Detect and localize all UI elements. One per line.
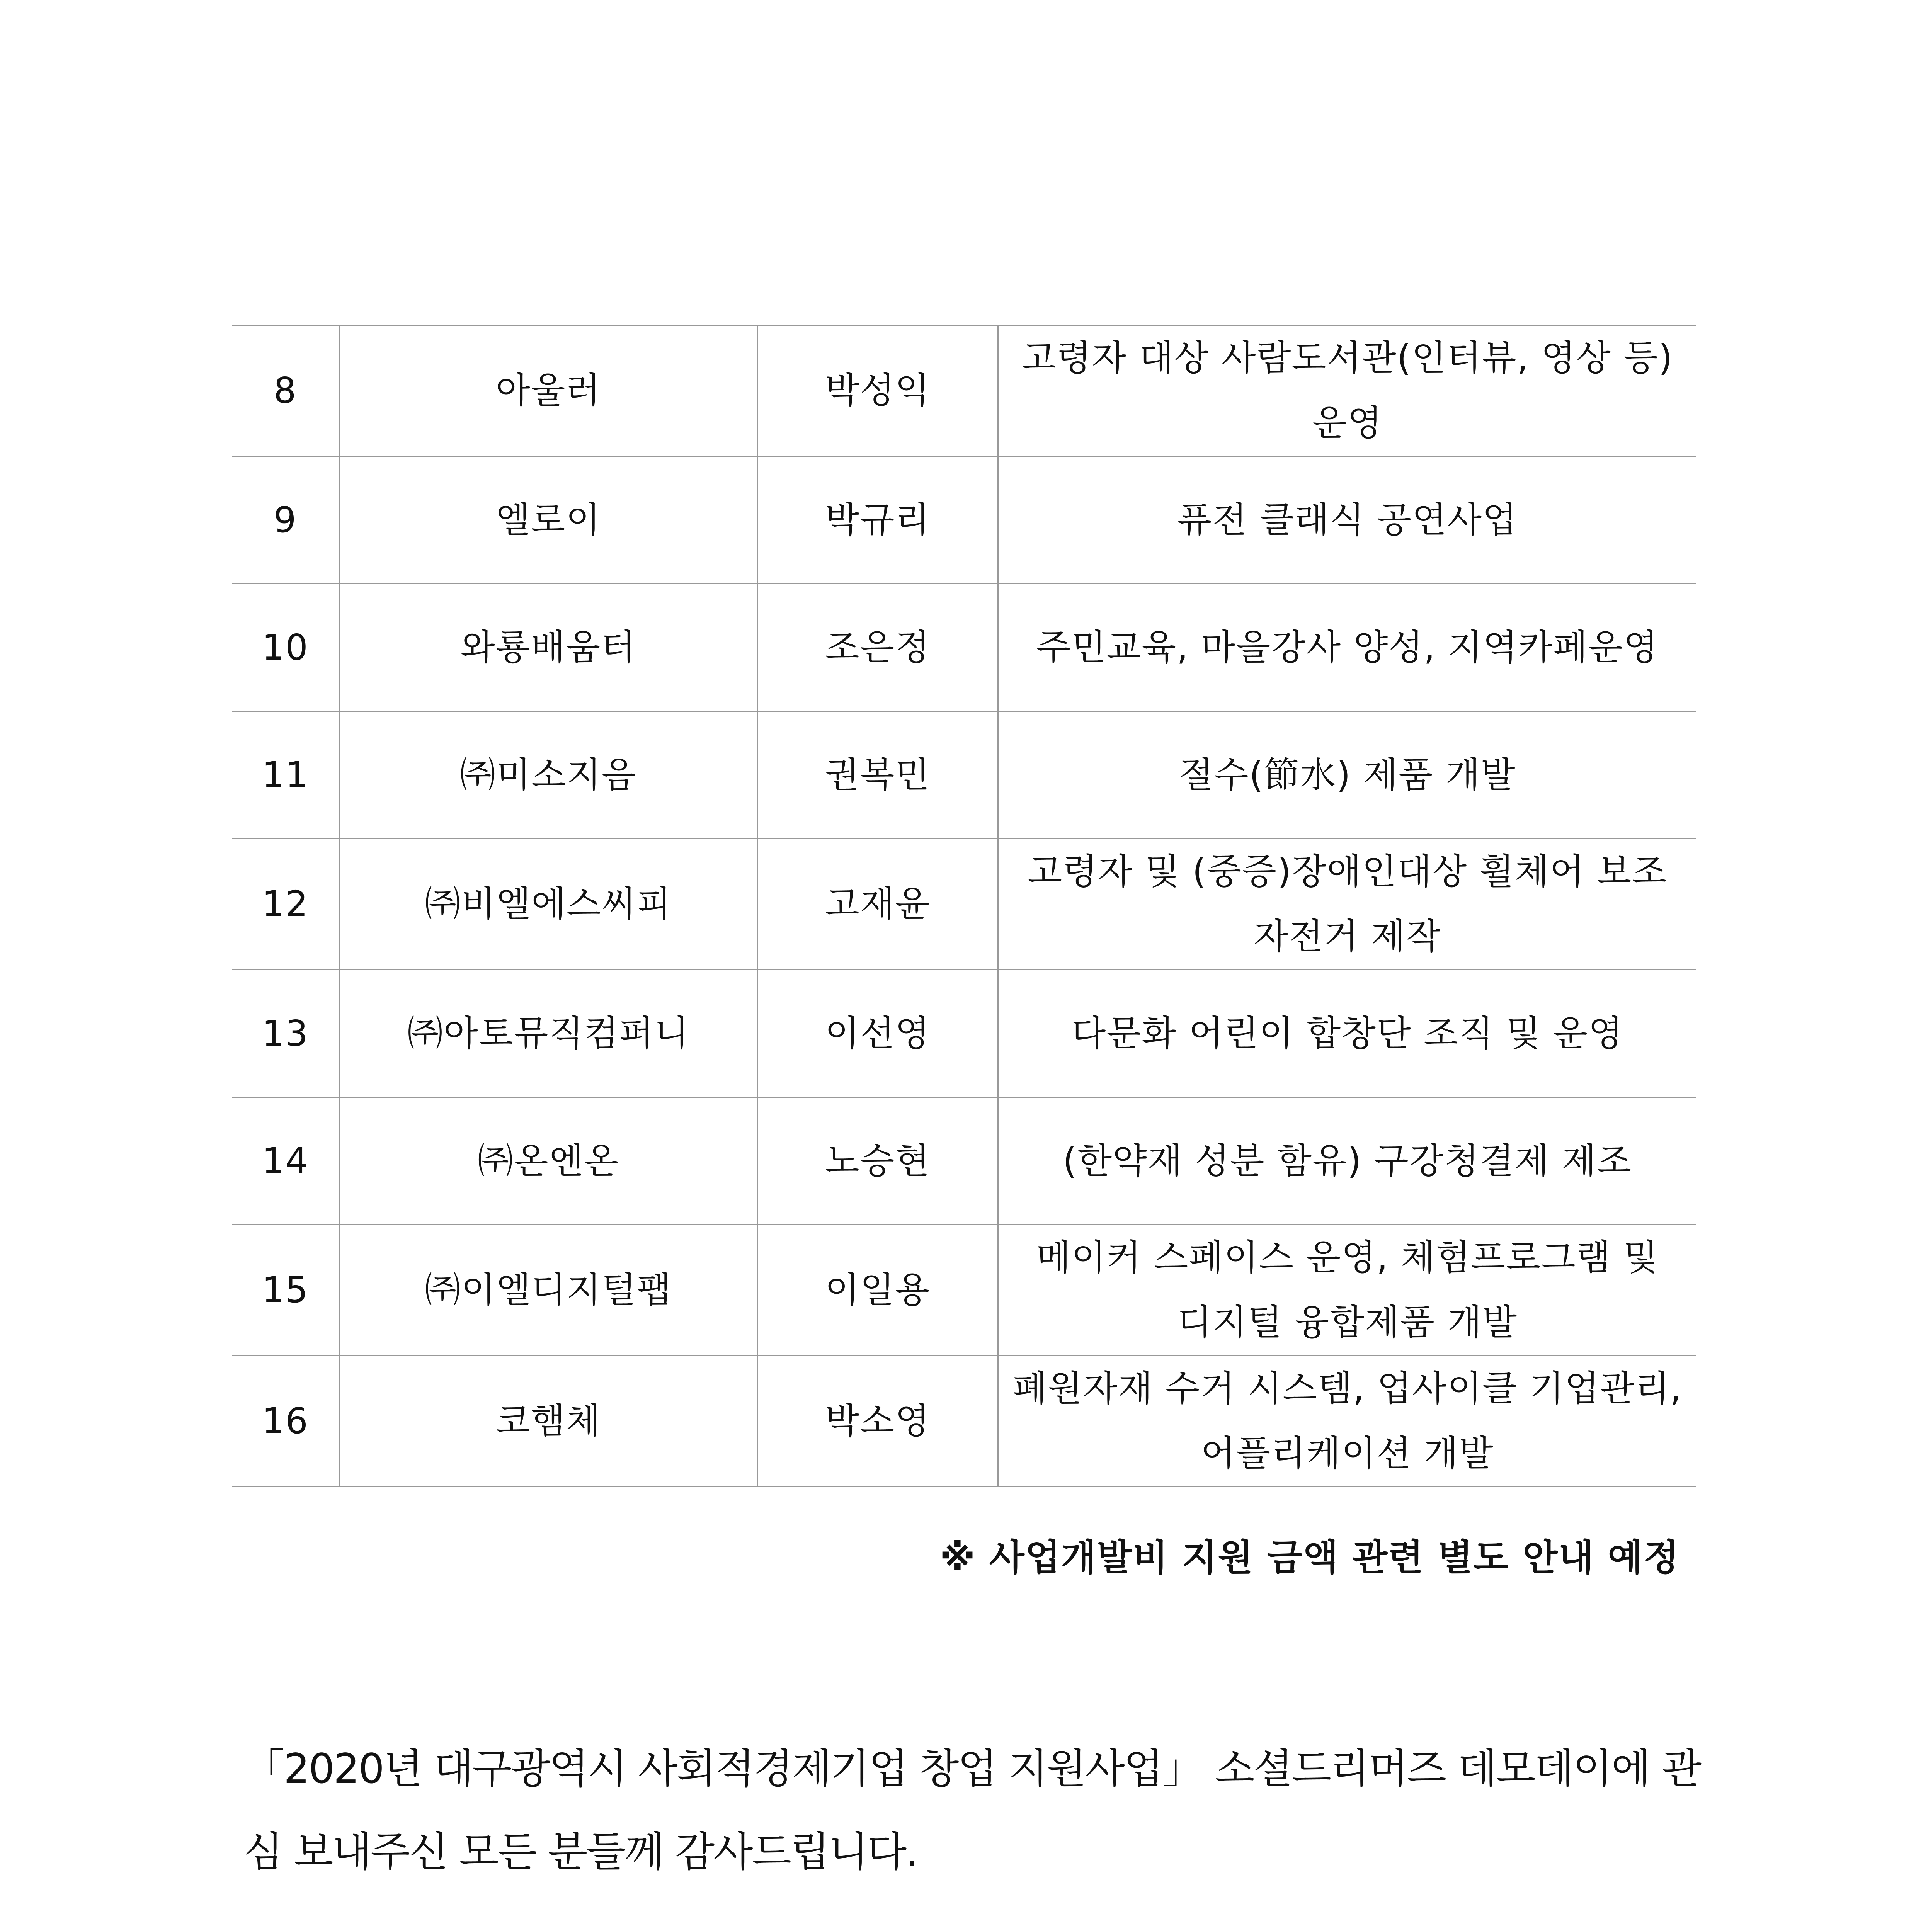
representative-name: 노승현 bbox=[757, 1097, 998, 1225]
table-row bbox=[232, 456, 1696, 584]
row-number: 8 bbox=[232, 325, 339, 456]
business-description bbox=[998, 970, 1696, 1097]
row-number: 15 bbox=[232, 1225, 339, 1356]
row-number: 12 bbox=[232, 839, 339, 970]
table-row bbox=[232, 325, 1696, 456]
description-line: 운영 bbox=[1312, 402, 1383, 444]
table-row bbox=[232, 970, 1696, 1097]
business-description bbox=[998, 584, 1696, 711]
business-description bbox=[998, 456, 1696, 584]
representative-name: 고재윤 bbox=[757, 839, 998, 970]
representative-name: 조은정 bbox=[757, 584, 998, 711]
table-row bbox=[232, 711, 1696, 839]
table-row bbox=[232, 1225, 1696, 1356]
business-description bbox=[998, 1097, 1696, 1225]
business-description bbox=[998, 1225, 1696, 1356]
row-number: 9 bbox=[232, 456, 339, 584]
representative-name: 박소영 bbox=[757, 1356, 998, 1487]
description-line: 절수(節水) 제품 개발 bbox=[1179, 754, 1516, 796]
business-description bbox=[998, 325, 1696, 456]
description-line: 폐원자재 수거 시스템, 업사이클 기업관리, bbox=[1012, 1368, 1682, 1409]
enterprise-name: 코햄체 bbox=[339, 1356, 757, 1487]
description-line: 주민교육, 마을강사 양성, 지역카페운영 bbox=[1036, 626, 1659, 668]
business-description bbox=[998, 839, 1696, 970]
business-description bbox=[998, 1356, 1696, 1487]
row-number: 11 bbox=[232, 711, 339, 839]
representative-name: 박성익 bbox=[757, 325, 998, 456]
enterprise-name: ㈜미소지음 bbox=[339, 711, 757, 839]
enterprise-name: ㈜비엘에스씨피 bbox=[339, 839, 757, 970]
description-line: (한약재 성분 함유) 구강청결제 제조 bbox=[1063, 1140, 1632, 1182]
table-row bbox=[232, 839, 1696, 970]
description-line: 퓨전 클래식 공연사업 bbox=[1177, 499, 1518, 541]
table-row bbox=[232, 1097, 1696, 1225]
description-line: 어플리케이션 개발 bbox=[1201, 1433, 1494, 1474]
table-row bbox=[232, 1356, 1696, 1487]
representative-name: 박규리 bbox=[757, 456, 998, 584]
enterprise-name: 엘로이 bbox=[339, 456, 757, 584]
description-line: 고령자 및 (중증)장애인대상 휠체어 보조 bbox=[1028, 851, 1668, 892]
row-number: 10 bbox=[232, 584, 339, 711]
enterprise-name: ㈜이엘디지털팹 bbox=[339, 1225, 757, 1356]
description-line: 다문화 어린이 합창단 조직 및 운영 bbox=[1071, 1012, 1623, 1054]
business-description bbox=[998, 711, 1696, 839]
enterprise-name: ㈜아토뮤직컴퍼니 bbox=[339, 970, 757, 1097]
funding-note: ※ 사업개발비 지원 금액 관련 별도 안내 예정 bbox=[939, 1537, 1679, 1579]
row-number: 13 bbox=[232, 970, 339, 1097]
enterprise-table bbox=[232, 325, 1696, 1487]
description-line: 디지털 융합제품 개발 bbox=[1177, 1302, 1518, 1343]
enterprise-name: 와룡배움터 bbox=[339, 584, 757, 711]
row-number: 16 bbox=[232, 1356, 339, 1487]
enterprise-name: ㈜온엔온 bbox=[339, 1097, 757, 1225]
description-line: 메이커 스페이스 운영, 체험프로그램 및 bbox=[1036, 1237, 1659, 1278]
closing-message: 「2020년 대구광역시 사회적경제기업 창업 지원사업」 소셜드리머즈 데모데이에 관심 보내주신 모든 분들께 감사드립니다. bbox=[243, 1745, 1700, 1876]
table-row bbox=[232, 584, 1696, 711]
description-line: 자전거 제작 bbox=[1253, 916, 1441, 957]
description-line: 고령자 대상 사람도서관(인터뷰, 영상 등) bbox=[1021, 337, 1673, 379]
row-number: 14 bbox=[232, 1097, 339, 1225]
enterprise-name: 아울러 bbox=[339, 325, 757, 456]
representative-name: 이선영 bbox=[757, 970, 998, 1097]
representative-name: 권복민 bbox=[757, 711, 998, 839]
representative-name: 이일용 bbox=[757, 1225, 998, 1356]
